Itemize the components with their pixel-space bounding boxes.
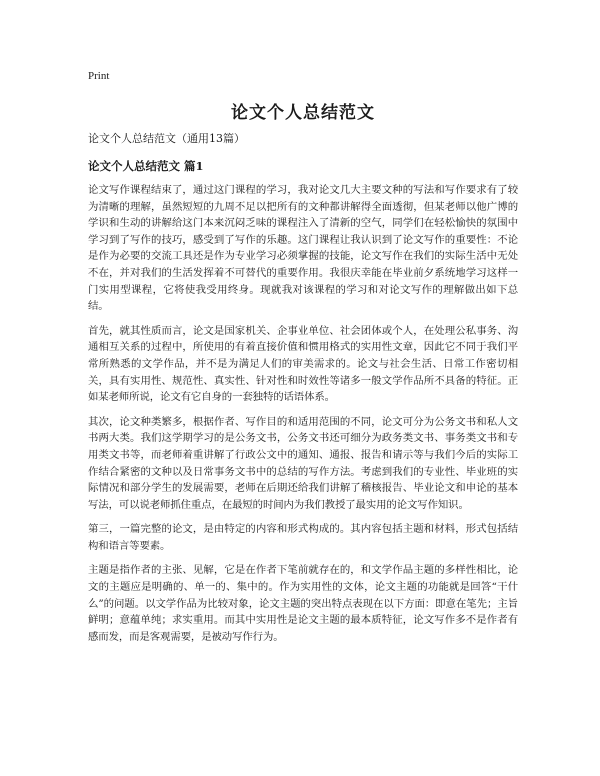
document-page [88,70,518,645]
document-title: 论文个人总结范文 [231,103,375,123]
paragraph-3: 其次，论文种类繁多，根据作者、写作目的和适用范围的不同，论文可分为公务文书和私人文书两大类。我们这学期学习的是公务文书，公务文书还可细分为政务类文书、事务类文书和专用类文书等，而老师着重讲解了行政公文中的通知、通报、报告和请示等与我们今后的实际工作结合紧密的文种以及日常事务文书中的总结的写作方法。考虑到我们的专业性、毕业班的实际情况和部分学生的发展需要，老师在后期还给我们讲解了稽核报告、毕业论文和申论的基本写法，可以说老师抓住重点，在最短的时间内为我们教授了最实用的论文写作知识。 [88,415,518,511]
paragraph-4: 第三，一篇完整的论文，是由特定的内容和形式构成的。其内容包括主题和材料，形式包括结构和语言等要素。 [88,523,518,552]
paragraph-5: 主题是指作者的主张、见解，它是在作者下笔前就存在的，和文学作品主题的多样性相比，论文的主题应是明确的、单一的、集中的。作为实用性的文体，论文主题的功能就是回答“干什么”的问题。以文学作品为比较对象，论文主题的突出特点表现在以下方面：即意在笔先；主旨鲜明；意蕴单纯；求实重用。而其中实用性是论文主题的最本质特征，论文写作多不是作者有感而发，而是客观需要，是被动写作行为。 [88,564,518,643]
paragraph-2: 首先，就其性质而言，论文是国家机关、企事业单位、社会团体或个人，在处理公私事务、沟通相互关系的过程中，所使用的有着直接价值和惯用格式的实用性文章，因此它不同于我们平常所熟悉的文学作品，并不是为满足人们的审美需求的。论文与社会生活、日常工作密切相关，具有实用性、规范性、真实性、针对性和时效性等诸多一般文学作品所不具备的特征。正如某老师所说，论文有它自身的一套独特的话语体系。 [88,324,518,404]
section-heading: 论文个人总结范文 篇1 [88,159,204,173]
print-label[interactable]: Print [88,70,110,82]
document-subtitle: 论文个人总结范文（通用13篇） [88,132,245,145]
paragraph-1: 论文写作课程结束了，通过这门课程的学习，我对论文几大主要文种的写法和写作要求有了较为清晰的理解，虽然短短的九周不足以把所有的文种都讲解得全面透彻，但某老师以他广博的学识和生动的讲解给这门本来沉闷乏味的课程注入了清新的空气，同学们在轻松愉快的氛围中学习到了写作的技巧，感受到了写作的乐趣。这门课程让我认识到了论文写作的重要性：不论是作为必要的交流工具还是作为专业学习必须掌握的技能，论文写作在我们的实际生活中无处不在，并对我们的生活发挥着不可替代的重要作用。我很庆幸能在毕业前夕系统地学习这样一门实用型课程，它将使我受用终身。现就我对该课程的学习和对论文写作的理解做出如下总结。 [88,184,518,313]
